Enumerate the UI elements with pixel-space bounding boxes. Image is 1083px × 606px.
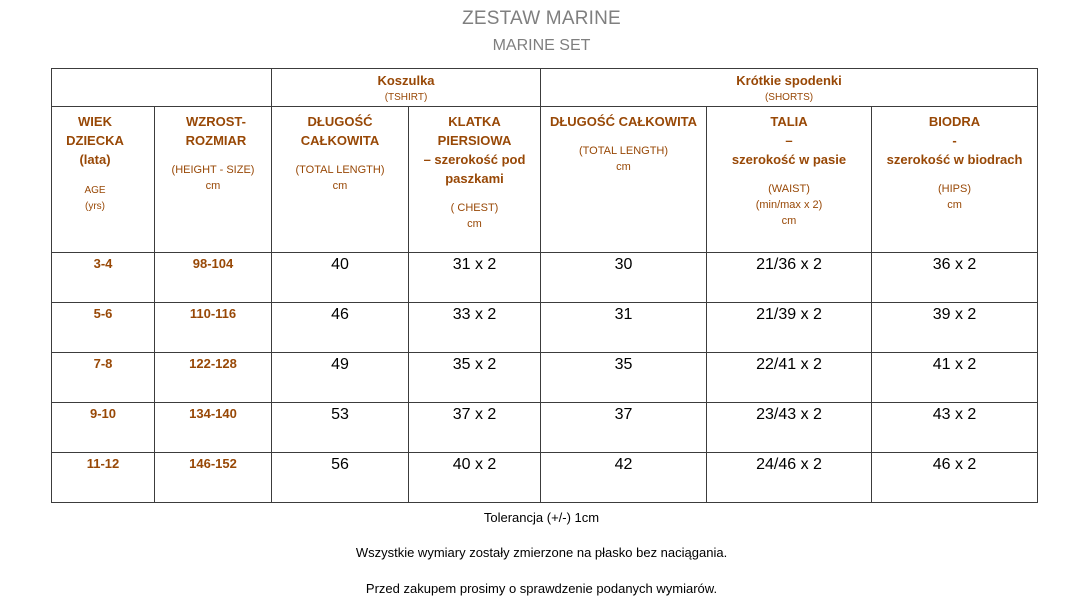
group-empty-cell <box>52 69 272 107</box>
cell-height <box>155 253 272 303</box>
cell-waist-value: 24/46 x 2 <box>756 456 822 473</box>
header-shorts-length-line1: DŁUGOŚĆ CAŁKOWITA <box>549 114 698 129</box>
page-title: ZESTAW MARINE <box>462 8 621 29</box>
cell-chest-value: 40 x 2 <box>452 456 497 473</box>
cell-shorts-length-value: 37 <box>614 406 633 423</box>
cell-tshirt-length-value: 49 <box>331 356 349 373</box>
header-height <box>155 107 272 253</box>
header-shorts-length-unit: cm <box>616 161 631 173</box>
cell-hips <box>872 403 1038 453</box>
cell-hips-value: 43 x 2 <box>932 406 977 423</box>
cell-hips <box>872 303 1038 353</box>
group-tshirt <box>272 69 541 107</box>
page-subtitle: MARINE SET <box>492 37 591 54</box>
header-shorts-length-en: (TOTAL LENGTH) <box>579 145 669 157</box>
cell-chest <box>409 303 541 353</box>
cell-height <box>155 353 272 403</box>
cell-chest <box>409 403 541 453</box>
cell-chest <box>409 453 541 503</box>
header-tshirt-length-unit: cm <box>332 180 348 192</box>
header-hips-line2: - <box>952 133 957 148</box>
cell-hips <box>872 353 1038 403</box>
cell-shorts-length-value: 42 <box>614 456 633 473</box>
tolerance-note: Tolerancja (+/-) 1cm <box>483 510 600 525</box>
cell-hips-value: 41 x 2 <box>932 356 977 373</box>
cell-hips-value: 46 x 2 <box>932 456 977 473</box>
cell-age-value: 9-10 <box>89 406 117 421</box>
cell-height <box>155 453 272 503</box>
header-tshirt-length-en: (TOTAL LENGTH) <box>295 164 385 176</box>
header-tshirt-length-line1: DŁUGOŚĆ <box>307 114 373 129</box>
cell-shorts-length-value: 31 <box>614 306 633 323</box>
cell-age <box>52 403 155 453</box>
cell-hips-value: 39 x 2 <box>932 306 977 323</box>
size-table <box>51 68 1038 503</box>
cell-shorts-length <box>541 303 707 353</box>
cell-height-value: 146-152 <box>189 456 237 471</box>
cell-chest-value: 31 x 2 <box>452 256 497 273</box>
header-age-line2: DZIECKA <box>66 133 124 148</box>
cell-age <box>52 353 155 403</box>
cell-height-value: 134-140 <box>189 406 237 421</box>
header-waist-line3: szerokość w pasie <box>731 152 847 167</box>
cell-age-value: 5-6 <box>93 306 113 321</box>
cell-tshirt-length-value: 46 <box>331 306 349 323</box>
group-tshirt-label: Koszulka <box>377 73 435 88</box>
header-hips-line1: BIODRA <box>928 114 981 129</box>
cell-tshirt-length-value: 56 <box>331 456 349 473</box>
header-shorts-length <box>541 107 707 253</box>
cell-waist-value: 23/43 x 2 <box>756 406 822 423</box>
cell-tshirt-length <box>272 353 409 403</box>
header-chest-line4: paszkami <box>445 171 504 186</box>
cell-hips <box>872 253 1038 303</box>
header-height-line2: ROZMIAR <box>185 133 247 148</box>
header-age-line3: (lata) <box>79 152 111 167</box>
header-chest-line3: – szerokość pod <box>423 152 526 167</box>
cell-height-value: 122-128 <box>189 356 237 371</box>
cell-shorts-length-value: 35 <box>614 356 633 373</box>
cell-shorts-length <box>541 353 707 403</box>
cell-shorts-length <box>541 253 707 303</box>
cell-age <box>52 303 155 353</box>
header-waist-note: (min/max x 2) <box>755 199 823 211</box>
header-waist-en: (WAIST) <box>768 183 810 195</box>
cell-tshirt-length <box>272 303 409 353</box>
cell-tshirt-length-value: 53 <box>331 406 349 423</box>
header-waist-line1: TALIA <box>770 114 808 129</box>
cell-waist <box>707 403 872 453</box>
cell-height-value: 110-116 <box>189 306 237 321</box>
cell-height <box>155 303 272 353</box>
header-chest <box>409 107 541 253</box>
header-age-en2: (yrs) <box>85 201 105 212</box>
cell-chest-value: 37 x 2 <box>452 406 497 423</box>
header-height-unit: cm <box>205 180 221 192</box>
header-waist <box>707 107 872 253</box>
cell-age <box>52 253 155 303</box>
cell-waist <box>707 353 872 403</box>
cell-shorts-length <box>541 403 707 453</box>
cell-age-value: 3-4 <box>93 256 113 271</box>
cell-waist <box>707 303 872 353</box>
table-row <box>52 353 1038 403</box>
cell-chest <box>409 353 541 403</box>
cell-waist-value: 21/36 x 2 <box>756 256 822 273</box>
cell-age <box>52 453 155 503</box>
header-age-line1: WIEK <box>78 114 112 129</box>
header-hips-en: (HIPS) <box>938 183 972 195</box>
purchase-note: Przed zakupem prosimy o sprawdzenie podanych wymiarów. <box>365 581 718 596</box>
cell-tshirt-length-value: 40 <box>331 256 349 273</box>
header-age-en1: AGE <box>84 185 106 196</box>
cell-height <box>155 403 272 453</box>
header-height-en: (HEIGHT - SIZE) <box>171 164 255 176</box>
cell-chest-value: 33 x 2 <box>452 306 497 323</box>
cell-height-value: 98-104 <box>192 256 234 271</box>
group-shorts-sub: (SHORTS) <box>764 92 814 103</box>
cell-tshirt-length <box>272 253 409 303</box>
table-row <box>52 303 1038 353</box>
cell-waist-value: 22/41 x 2 <box>756 356 822 373</box>
header-hips-line3: szerokość w biodrach <box>886 152 1023 167</box>
column-header-row <box>52 107 1038 253</box>
header-chest-en: ( CHEST) <box>450 202 499 214</box>
header-waist-unit: cm <box>781 215 797 227</box>
header-age <box>52 107 155 253</box>
cell-hips <box>872 453 1038 503</box>
header-chest-line1: KLATKA <box>448 114 501 129</box>
cell-waist-value: 21/39 x 2 <box>756 306 822 323</box>
group-shorts <box>541 69 1038 107</box>
header-hips <box>872 107 1038 253</box>
cell-age-value: 7-8 <box>93 356 113 371</box>
cell-chest-value: 35 x 2 <box>452 356 497 373</box>
cell-shorts-length-value: 30 <box>614 256 633 273</box>
cell-waist <box>707 453 872 503</box>
cell-chest <box>409 253 541 303</box>
header-chest-line2: PIERSIOWA <box>437 133 512 148</box>
cell-waist <box>707 253 872 303</box>
group-shorts-label: Krótkie spodenki <box>736 73 842 88</box>
cell-shorts-length <box>541 453 707 503</box>
cell-age-value: 11-12 <box>86 456 120 471</box>
cell-tshirt-length <box>272 453 409 503</box>
table-row <box>52 403 1038 453</box>
table-row <box>52 453 1038 503</box>
group-header-row <box>52 69 1038 107</box>
group-tshirt-sub: (TSHIRT) <box>384 92 428 103</box>
header-hips-unit: cm <box>947 199 962 211</box>
header-tshirt-length <box>272 107 409 253</box>
header-waist-line2: – <box>785 133 793 148</box>
header-chest-unit: cm <box>467 218 482 230</box>
header-height-line1: WZROST- <box>186 114 246 129</box>
cell-tshirt-length <box>272 403 409 453</box>
table-row <box>52 253 1038 303</box>
cell-hips-value: 36 x 2 <box>932 256 977 273</box>
measurement-note: Wszystkie wymiary zostały zmierzone na płasko bez naciągania. <box>355 545 728 560</box>
header-tshirt-length-line2: CAŁKOWITA <box>300 133 380 148</box>
